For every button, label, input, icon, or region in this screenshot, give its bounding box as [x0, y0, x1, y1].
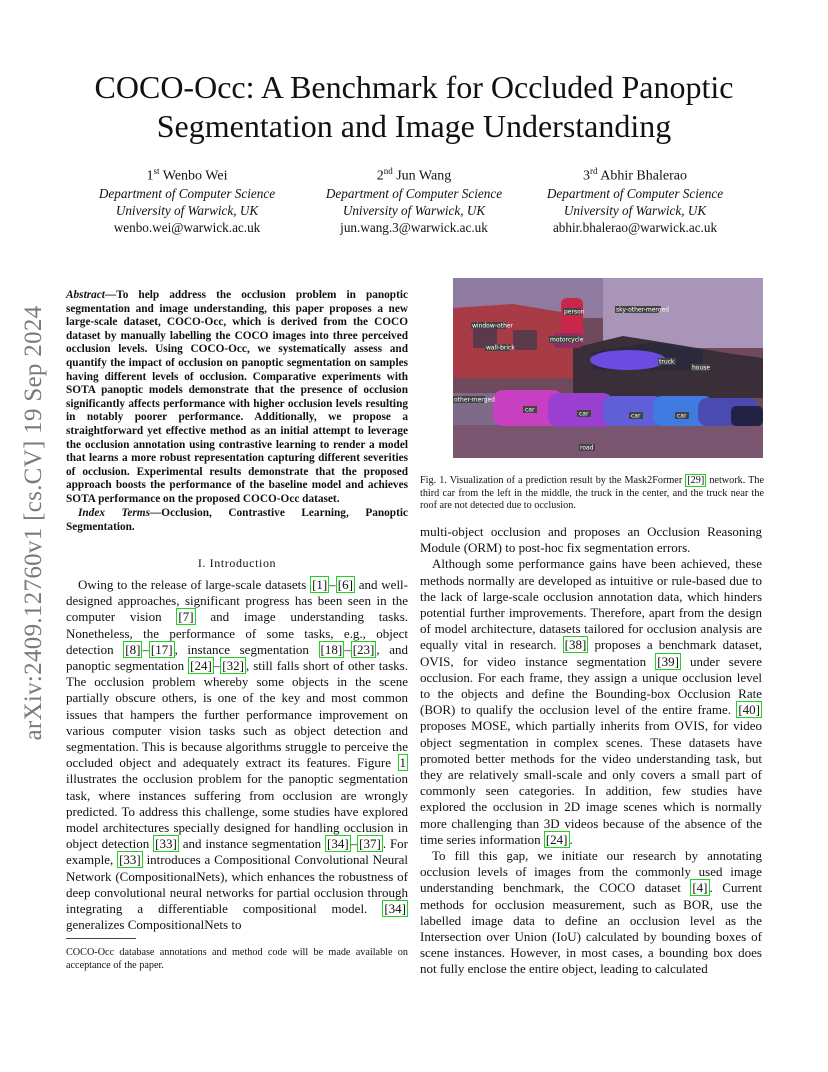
author-3: 3rd Abhir Bhalerao Department of Computer Science University of Warwick, UK abhir.bhalerao@warwick.ac.uk — [530, 163, 740, 236]
author-inst: University of Warwick, UK — [563, 202, 707, 218]
fig-label — [453, 396, 495, 404]
author-email: wenbo.wei@warwick.ac.uk — [113, 219, 261, 235]
svg-text:motorcycle: motorcycle — [550, 336, 584, 344]
citation-link[interactable]: [34] — [384, 901, 406, 917]
fig-label — [675, 412, 689, 420]
index-terms: Index Terms—Occlusion, Contrastive Learning, Panoptic Segmentation. — [66, 507, 408, 533]
citation-link[interactable]: [39] — [657, 653, 679, 669]
intro-paragraph: To fill this gap, we initiate our research by annotating occlusion levels of images from the commonly used image understanding benchmark, the COCO dataset [4] . Current methods for occlusion measurement, such as BOR, use the labelled image data to define an occlusion level as the Intersection over Union (IoU) calculated by bounding boxes of scene instances. However, in most cases, a bounding box does not fully enclose the entire object, leading to calculated — [420, 848, 762, 977]
svg-text:wall-brick: wall-brick — [486, 344, 515, 352]
title-line-2: Segmentation and Image Understanding — [156, 108, 672, 144]
author-email: abhir.bhalerao@warwick.ac.uk — [552, 219, 718, 235]
paper-title — [60, 68, 768, 146]
arxiv-stamp: arXiv:2409.12760v1 [cs.CV] 19 Sep 2024 — [20, 305, 47, 741]
fig-label — [615, 306, 669, 314]
svg-text:car: car — [579, 410, 589, 418]
author-name: Wenbo Wei — [162, 168, 228, 184]
citation-link[interactable]: [38] — [564, 637, 587, 653]
footnote-rule — [66, 938, 136, 939]
fig-label — [549, 336, 584, 344]
svg-text:window-other: window-other — [472, 322, 514, 330]
citation-link[interactable]: [23] — [352, 641, 375, 657]
intro-column-right — [420, 524, 762, 978]
fig-window — [513, 330, 537, 350]
figure-1-image — [453, 278, 763, 458]
citation-link[interactable]: [33] — [119, 852, 141, 868]
figure-caption: Fig. 1. Visualization of a prediction result by the Mask2Former [29] network. The third car from the left in the middle, the truck in the center, and the truck near the roof are not detected due to occlusion. — [420, 475, 764, 511]
svg-text:car: car — [677, 412, 687, 420]
fig-label — [658, 358, 676, 366]
citation-link[interactable]: [34] — [326, 836, 349, 852]
figure-link[interactable]: 1 — [399, 755, 406, 771]
fig-truck — [590, 350, 666, 370]
svg-text:other-merged: other-merged — [454, 396, 495, 404]
citation-link[interactable]: [24] — [190, 658, 212, 674]
abstract: Abstract—To help address the occlusion problem in panoptic segmentation and image understanding, this paper proposes a new large-scale dataset, COCO-Occ, which is derived from the COCO dataset by manually labelling the COCO images into three perceived occlusion levels. Using COCO-Occ, we systematically assess and quantify the impact of occlusion on panoptic segmentation on samples having different levels of occlusion. Comparative experiments with SOTA panoptic models demonstrate that the presence of occlusion significantly affects performance with higher occlusion levels resulting in notably poorer performance. Additionally, we propose a straightforward yet effective method as an initial attempt to leverage the occlusion annotation using contrastive learning to render a model that learns a more robust representation capturing different severities of occlusion. Experimental results demonstrate that the proposed approach boosts the performance of the baseline model and achieves SOTA performance on the proposed COCO-Occ dataset. — [66, 289, 408, 505]
author-name: Abhir Bhalerao — [600, 168, 687, 184]
svg-text:person: person — [564, 308, 585, 316]
intro-paragraph: multi-object occlusion and proposes an Occlusion Reasoning Module (ORM) to post-hoc fix segmentation errors. — [420, 524, 762, 556]
intro-paragraph: Owing to the release of large-scale datasets [1] – [6] and well-designed approaches, significant progress has been seen in the computer vision [7] and image understanding tasks. Nonetheless, the performance of some tasks, e.g., object detection [8] – [17] , instance segmentation [18] – [23] , and panoptic segmentation [24] – [32] , still falls short of other tasks. The occlusion problem whereby some objects in the scene partially obscure others, is one of the key and most common issues that hampers the further performance improvement on various computer vision tasks such as object detection and segmentation. This is because algorithms struggle to perceive the occluded object and adequately extract its features. Figure 1 illustrates the occlusion problem for the panoptic segmentation task, where instances suffering from occlusion are wrongly predicted. To address this challenge, some studies have explored model architectures specially designed for handling occlusion in object detection [33] and instance segmentation [34] – [37] . For example, [33] introduces a Compositional Convolutional Neural Network (CompositionalNets), which enhances the robustness of deep convolutional neural networks for partial occlusion through integrating a differentiable compositional model. [34] generalizes CompositionalNets to — [66, 577, 409, 933]
author-2: 2nd Jun Wang Department of Computer Science University of Warwick, UK jun.wang.3@warwick.ac.uk — [309, 163, 519, 236]
citation-link[interactable]: [37] — [359, 836, 381, 852]
citation-link[interactable]: [24] — [545, 831, 568, 847]
svg-text:car: car — [631, 412, 641, 420]
svg-text:sky-other-merged: sky-other-merged — [616, 306, 670, 314]
author-inst: University of Warwick, UK — [115, 202, 259, 218]
fig-label — [523, 406, 537, 414]
citation-link[interactable]: [32] — [222, 658, 244, 674]
footnote: COCO-Occ database annotations and method code will be made available on acceptance of the paper. — [66, 947, 408, 971]
citation-link[interactable]: [1] — [312, 577, 328, 592]
citation-link[interactable]: [6] — [337, 577, 353, 592]
author-dept: Department of Computer Science — [546, 185, 724, 201]
author-email: jun.wang.3@warwick.ac.uk — [340, 219, 488, 235]
citation-link[interactable]: [8] — [125, 641, 141, 657]
citation-link[interactable]: [7] — [178, 609, 194, 625]
fig-label — [691, 364, 710, 372]
author-name: Jun Wang — [396, 168, 452, 184]
svg-text:truck: truck — [659, 358, 675, 366]
author-dept: Department of Computer Science — [98, 185, 276, 201]
fig-label — [629, 412, 643, 420]
author-inst: University of Warwick, UK — [342, 202, 486, 218]
svg-text:house: house — [692, 364, 711, 372]
intro-column-left — [66, 577, 408, 933]
title-line-1: COCO-Occ: A Benchmark for Occluded Panoptic — [94, 69, 734, 105]
fig-label — [577, 410, 591, 418]
citation-link[interactable]: [33] — [155, 836, 177, 852]
section-heading: I. Introduction — [197, 556, 277, 570]
citation-link[interactable]: [40] — [738, 702, 760, 718]
fig-label — [563, 308, 585, 316]
citation-link[interactable]: [4] — [692, 880, 708, 896]
fig-label — [579, 444, 595, 452]
svg-text:car: car — [525, 406, 535, 414]
citation-link[interactable]: [29] — [687, 475, 705, 486]
citation-link[interactable]: [18] — [320, 641, 343, 657]
fig-car — [731, 406, 763, 426]
author-1: 1st Wenbo Wei Department of Computer Science University of Warwick, UK wenbo.wei@warwick.ac.uk — [82, 163, 292, 236]
citation-link[interactable]: [17] — [150, 641, 173, 657]
author-dept: Department of Computer Science — [325, 185, 503, 201]
intro-paragraph: Although some performance gains have been achieved, these methods normally are developed as intuitive or rule-based due to the lack of large-scale occlusion annotation data, which hinders potential further improvements. Therefore, apart from the design of model architecture, datasets tailored for occlusion analysis are equally vital in research. [38] proposes a benchmark dataset, OVIS, for video instance segmentation [39] under severe occlusion. For each frame, they assign a unique occlusion level to the objects and define the Bounding-box Occlusion Rate (BOR) to qualify the occlusion level of the entire frame. [40] proposes MOSE, which partially inherits from OVIS, for video object segmentation in complex scenes. These datasets have promoted better methods for the video understanding task, but they are relatively small-scale and only covers a small part of commonly seen categories. In addition, few studies have explored the occlusion in 2D image scenes which is normally more challenging than 3D videos because of the absence of the time series information [24] . — [420, 556, 762, 847]
fig-label — [471, 322, 514, 330]
fig-label — [485, 344, 515, 352]
svg-text:road: road — [580, 444, 594, 452]
